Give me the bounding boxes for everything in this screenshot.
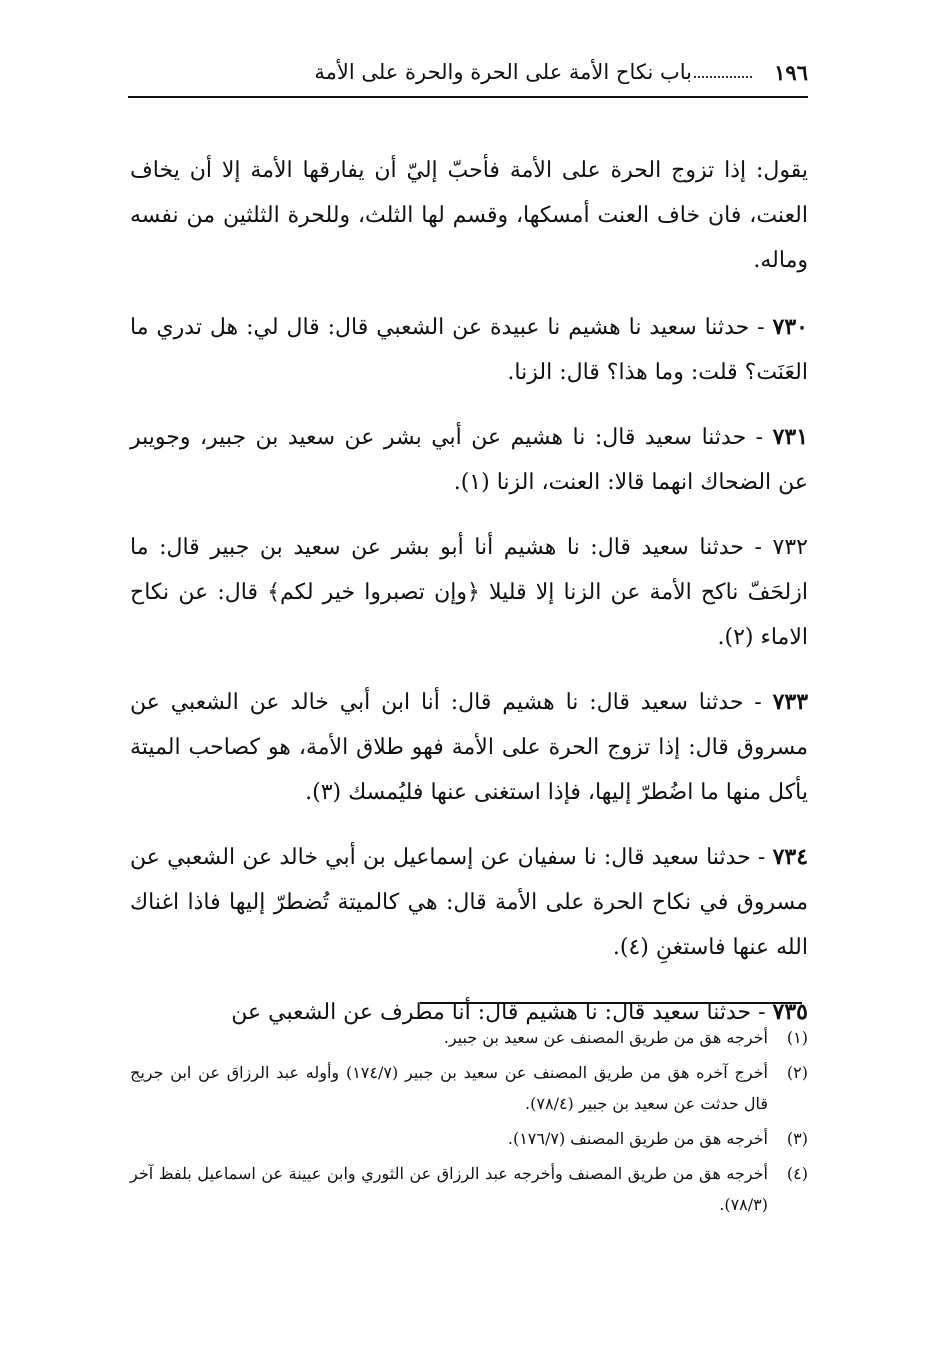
running-header: [128, 58, 808, 92]
hadith-text: حدثنا سعيد نا هشيم نا عبيدة عن الشعبي قال: قال لي: هل تدري ما العَنَت؟ قلت: وما هذا؟ قال: الزنا.: [130, 315, 808, 385]
chapter-title: باب نكاح الأمة على الحرة والحرة على الأمة: [314, 60, 692, 84]
hadith-number: ٧٣٥: [772, 999, 808, 1025]
main-text: [130, 148, 808, 1055]
hadith-number: ٧٣٠: [772, 314, 808, 340]
footnotes: [130, 1022, 808, 1224]
footnote-number: (٣): [786, 1129, 808, 1148]
hadith-number: ٧٣٤: [772, 844, 809, 870]
page-number: ١٩٦: [774, 60, 808, 85]
hadith-number: ٧٣٣: [772, 689, 809, 715]
footnote-number: (١): [786, 1028, 808, 1047]
header-rule: [128, 96, 808, 98]
footnote-text: أخرج آخره هق من طريق المصنف عن سعيد بن جبير (١٧٤/٧) وأوله عبد الرزاق عن ابن جريج قال حدثت عن سعيد بن جبير (٧٨/٤).: [130, 1063, 769, 1113]
hadith-text: حدثنا سعيد قال: نا هشيم عن أبي بشر عن سعيد بن جبير، وجويبر عن الضحاك انهما قالا: العنت، الزنا (١).: [130, 425, 808, 495]
footnote-4: [130, 1158, 808, 1220]
footnote-text: أخرجه هق من طريق المصنف (١٧٦/٧).: [507, 1129, 768, 1148]
hadith-text: حدثنا سعيد قال: نا هشيم أنا أبو بشر عن سعيد بن جبير قال: ما ازلحَفّ ناكح الأمة عن الزنا إلا قليلا ﴿وإن تصبروا خير لكم﴾ قال: عن نكاح الاماء (٢).: [130, 535, 808, 650]
hadith-text: حدثنا سعيد قال: نا هشيم قال: أنا ابن أبي خالد عن الشعبي عن مسروق قال: إذا تزوج الحرة على الأمة فهو طلاق الأمة، هو كصاحب الميتة يأكل منها ما اضُطرّ إليها، فإذا استغنى عنها فليُمسك (٣).: [130, 690, 808, 805]
footnote-number: (٢): [786, 1063, 809, 1082]
footnote-number: (٤): [786, 1164, 808, 1183]
intro-paragraph: يقول: إذا تزوج الحرة على الأمة فأحبّ إليّ أن يفارقها الأمة إلا أن يخاف العنت، فان خاف العنت أمسكها، وقسم لها الثلث، وللحرة الثلثين من نفسه وماله.: [130, 158, 808, 273]
footnote-1: [130, 1022, 808, 1053]
hadith-number: ٧٣١: [772, 424, 809, 450]
footnote-separator: [420, 1002, 802, 1004]
footnote-text: أخرجه هق من طريق المصنف وأخرجه عبد الرزاق عن الثوري وابن عيينة عن اسماعيل بلفظ آخر (٧٨/٣).: [130, 1164, 768, 1214]
hadith-text: حدثنا سعيد قال: نا هشيم قال: أنا مطرف عن الشعبي عن: [231, 1000, 752, 1025]
hadith-732: ٧٣٢ - حدثنا سعيد قال: نا هشيم أنا أبو بشر عن سعيد بن جبير قال: ما ازلحَفّ ناكح الأمة عن الزنا إلا قليلا ﴿وإن تصبروا خير لكم﴾ قال: عن نكاح الاماء (٢).: [130, 535, 808, 650]
hadith-number: ٧٣٢: [772, 535, 808, 560]
hadith-735: ٧٣٥ - حدثنا سعيد قال: نا هشيم قال: أنا مطرف عن الشعبي عن: [231, 999, 808, 1025]
footnote-2: [130, 1057, 808, 1119]
hadith-733: ٧٣٣ - حدثنا سعيد قال: نا هشيم قال: أنا ابن أبي خالد عن الشعبي عن مسروق قال: إذا تزوج الحرة على الأمة فهو طلاق الأمة، هو كصاحب الميتة يأكل منها ما اضُطرّ إليها، فإذا استغنى عنها فليُمسك (٣).: [130, 689, 809, 805]
footnote-text: أخرجه هق من طريق المصنف عن سعيد بن جبير.: [443, 1028, 768, 1047]
header-dot-leader: [694, 76, 752, 78]
hadith-731: ٧٣١ - حدثنا سعيد قال: نا هشيم عن أبي بشر عن سعيد بن جبير، وجويبر عن الضحاك انهما قالا: العنت، الزنا (١).: [130, 424, 809, 495]
hadith-text: حدثنا سعيد قال: نا سفيان عن إسماعيل بن أبي خالد عن الشعبي عن مسروق في نكاح الحرة على الأمة قال: هي كالميتة تُضطرّ إليها فاذا اغناك الله عنها فاستغنِ (٤).: [130, 845, 808, 960]
hadith-730: ٧٣٠ - حدثنا سعيد نا هشيم نا عبيدة عن الشعبي قال: قال لي: هل تدري ما العَنَت؟ قلت: وما هذا؟ قال: الزنا.: [130, 314, 808, 385]
hadith-734: ٧٣٤ - حدثنا سعيد قال: نا سفيان عن إسماعيل بن أبي خالد عن الشعبي عن مسروق في نكاح الحرة على الأمة قال: هي كالميتة تُضطرّ إليها فاذا اغناك الله عنها فاستغنِ (٤).: [130, 844, 809, 960]
footnote-3: [130, 1123, 808, 1154]
